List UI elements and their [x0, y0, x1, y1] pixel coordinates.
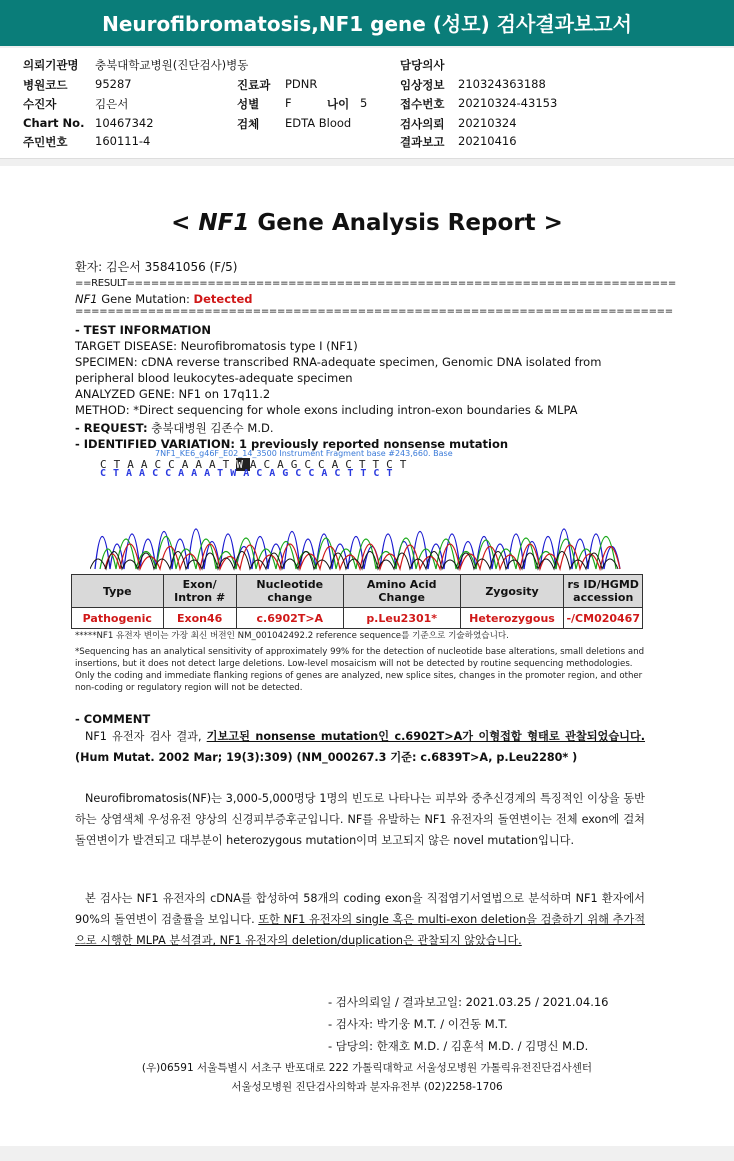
- variation-header: - IDENTIFIED VARIATION: 1 previously reported nonsense mutation: [75, 437, 509, 451]
- value-report-date: 20210416: [458, 134, 517, 148]
- variant-table: [71, 574, 643, 629]
- label-clinical-info: 임상정보: [400, 78, 445, 92]
- base-letter: A: [181, 458, 196, 471]
- footer-dept: 서울성모병원 진단검사의학과 분자유전부 (02)2258-1706: [231, 1081, 503, 1093]
- rule-divider: ==========================================================================: [75, 306, 673, 317]
- base-letter: A: [331, 458, 346, 471]
- test-info-header: - TEST INFORMATION: [75, 323, 211, 337]
- report-title: < NF1 Gene Analysis Report >: [171, 210, 563, 236]
- base-letter: A: [277, 458, 291, 471]
- footer-tester: - 검사자: 박기웅 M.T. / 이건동 M.T.: [328, 1017, 508, 1031]
- value-requester: 충북대학교병원(진단검사)병동: [95, 58, 249, 72]
- th-amino-acid: Amino Acid Change: [343, 575, 460, 608]
- base-letter: A: [249, 458, 264, 471]
- th-accession: rs ID/HGMD accession: [564, 575, 643, 608]
- th-zygosity: Zygosity: [460, 575, 564, 608]
- base-letter: W: [236, 458, 250, 471]
- comment-header: - COMMENT: [75, 712, 151, 726]
- base-letter: T: [358, 458, 373, 471]
- reference-note: *****NF1 유전자 변이는 가장 최신 버전인 NM_001042492.2 reference sequence를 기준으로 기술하였습니다.: [75, 631, 509, 641]
- base-letter: A: [127, 458, 141, 471]
- value-clinical-info: 210324363188: [458, 77, 546, 91]
- th-nucleotide: Nucleotide change: [236, 575, 343, 608]
- label-request-date: 검사의뢰: [400, 117, 445, 131]
- value-sex: F: [285, 96, 292, 110]
- td-exon: Exon46: [163, 608, 236, 629]
- sequencing-note: *Sequencing has an analytical sensitivity of approximately 99% for the detection of nucleotide base alterations, small deletions and insertions, but it does not detect large deletions. Low-level mosaicism will not be detected by routine sequencing methodologies. Only the coding and immediate flanking regions of genes are analyzed, new splice sites, changes in the promoter region, and other non-coding or regulatory region will not be detected.: [75, 647, 645, 693]
- label-sex: 성별: [237, 97, 260, 111]
- table-row: [72, 608, 643, 629]
- base-letter: C: [154, 458, 169, 471]
- comment-p3: 본 검사는 NF1 유전자의 cDNA를 합성하여 58개의 coding exon을 직접염기서열법으로 분석하며 NF1 환자에서 90%의 돌연변이 검출률을 보입니다. 또한 NF1 유전자의 single 혹은 multi-exon deletion을 검출하기 위해 추가적으로 시행한 MLPA 분석결과, NF1 유전자의 deletion/duplication은 관찰되지 않았습니다.: [75, 892, 645, 947]
- base-letter: A: [209, 458, 223, 471]
- base-letter: T: [113, 458, 128, 471]
- footer-address: (우)06591 서울특별시 서초구 반포대로 222 가톨릭대학교 서울성모병원 가톨릭유전진단검사센터: [141, 1062, 593, 1074]
- value-chart-no: 10467342: [95, 116, 154, 130]
- patient-header: [0, 48, 734, 159]
- target-disease: TARGET DISEASE: Neurofibromatosis type I (NF1): [75, 339, 358, 353]
- th-type: Type: [72, 575, 164, 608]
- td-type: Pathogenic: [72, 608, 164, 629]
- specimen-line1: SPECIMEN: cDNA reverse transcribed RNA-adequate specimen, Genomic DNA isolated from: [75, 355, 602, 369]
- label-requester: 의뢰기관명: [23, 58, 79, 72]
- report-banner: Neurofibromatosis,NF1 gene (성모) 검사결과보고서: [0, 0, 734, 46]
- base-letter: G: [290, 458, 305, 471]
- comment-p2: Neurofibromatosis(NF)는 3,000-5,000명당 1명의 빈도로 나타나는 피부와 중추신경계의 특징적인 이상을 동반하는 상염색체 우성유전 양상의 신경피부증후군입니다. NF를 유발하는 NF1 유전자의 돌연변이는 전체 exon에 걸쳐 돌연변이가 발견되고 대부분이 heterozygous mutation이며 보고되지 않은 novel mutation입니다.: [75, 792, 645, 847]
- label-hospital-code: 병원코드: [23, 78, 68, 92]
- td-zygosity: Heterozygous: [460, 608, 564, 629]
- td-nucleotide: c.6902T>A: [236, 608, 343, 629]
- analyzed-gene: ANALYZED GENE: NF1 on 17q11.2: [75, 387, 271, 401]
- value-hospital-code: 95287: [95, 77, 132, 91]
- base-letter: C: [168, 458, 182, 471]
- label-accession: 접수번호: [400, 97, 445, 111]
- base-letter: C: [100, 458, 114, 471]
- label-id-number: 주민번호: [23, 135, 68, 149]
- base-letter: A: [140, 458, 155, 471]
- footer-dates: - 검사의뢰일 / 결과보고일: 2021.03.25 / 2021.04.16: [328, 995, 609, 1009]
- chromatogram: [90, 479, 635, 574]
- footer-doctor: - 담당의: 한재호 M.D. / 김훈석 M.D. / 김명신 M.D.: [328, 1039, 589, 1053]
- value-request-date: 20210324: [458, 116, 517, 130]
- label-age: 나이: [327, 97, 350, 111]
- base-letter: T: [222, 458, 237, 471]
- label-doctor: 담당의사: [400, 58, 445, 72]
- label-chart-no: Chart No.: [23, 116, 85, 130]
- value-accession: 20210324-43153: [458, 96, 558, 110]
- label-department: 진료과: [237, 78, 271, 92]
- specimen-line2: peripheral blood leukocytes-adequate specimen: [75, 371, 353, 385]
- value-department: PDNR: [285, 77, 318, 91]
- label-report-date: 결과보고: [400, 135, 445, 149]
- base-letter: C: [345, 458, 359, 471]
- request-line: - REQUEST: 충북대병원 김존수 M.D.: [75, 421, 274, 435]
- base-letter: T: [372, 458, 387, 471]
- value-id-number: 160111-4: [95, 134, 151, 148]
- base-letter: C: [386, 458, 400, 471]
- mutation-line: NF1 Gene Mutation: Detected: [75, 292, 253, 306]
- report-page: [0, 166, 734, 1146]
- comment-p1: NF1 유전자 검사 결과, 기보고된 nonsense mutation인 c.6902T>A가 이형접합 형태로 관찰되었습니다. (Hum Mutat. 2002 Mar; 19(3):309) (NM_000267.3 기준: c.6839T>A, p.Leu2280* ): [75, 730, 646, 764]
- patient-line: 환자: 김은서 35841056 (F/5): [75, 260, 238, 274]
- base-letter: A: [195, 458, 209, 471]
- sequence-bottom: CTAACCAAATWACAGCCACTTCT: [100, 468, 400, 479]
- mutation-status: Detected: [193, 292, 253, 306]
- base-letter: C: [263, 458, 278, 471]
- value-specimen: EDTA Blood: [285, 116, 352, 130]
- td-amino-acid: p.Leu2301*: [343, 608, 460, 629]
- td-accession: -/CM020467: [564, 608, 643, 629]
- label-specimen: 검체: [237, 117, 260, 131]
- value-patient: 김은서: [95, 97, 129, 111]
- label-patient: 수진자: [23, 97, 57, 111]
- base-letter: T: [399, 458, 414, 471]
- base-letter: C: [318, 458, 332, 471]
- result-divider: ==RESULT====================================================================: [75, 278, 676, 289]
- th-exon: Exon/ Intron #: [163, 575, 236, 608]
- chromatogram-caption: 7NF1_KE6_g46F_E02_14_3500 Instrument Fragment base #243,660. Base: [155, 449, 453, 458]
- base-letter: C: [304, 458, 318, 471]
- method-line: METHOD: *Direct sequencing for whole exons including intron-exon boundaries & MLPA: [75, 403, 578, 417]
- value-age: 5: [360, 96, 368, 110]
